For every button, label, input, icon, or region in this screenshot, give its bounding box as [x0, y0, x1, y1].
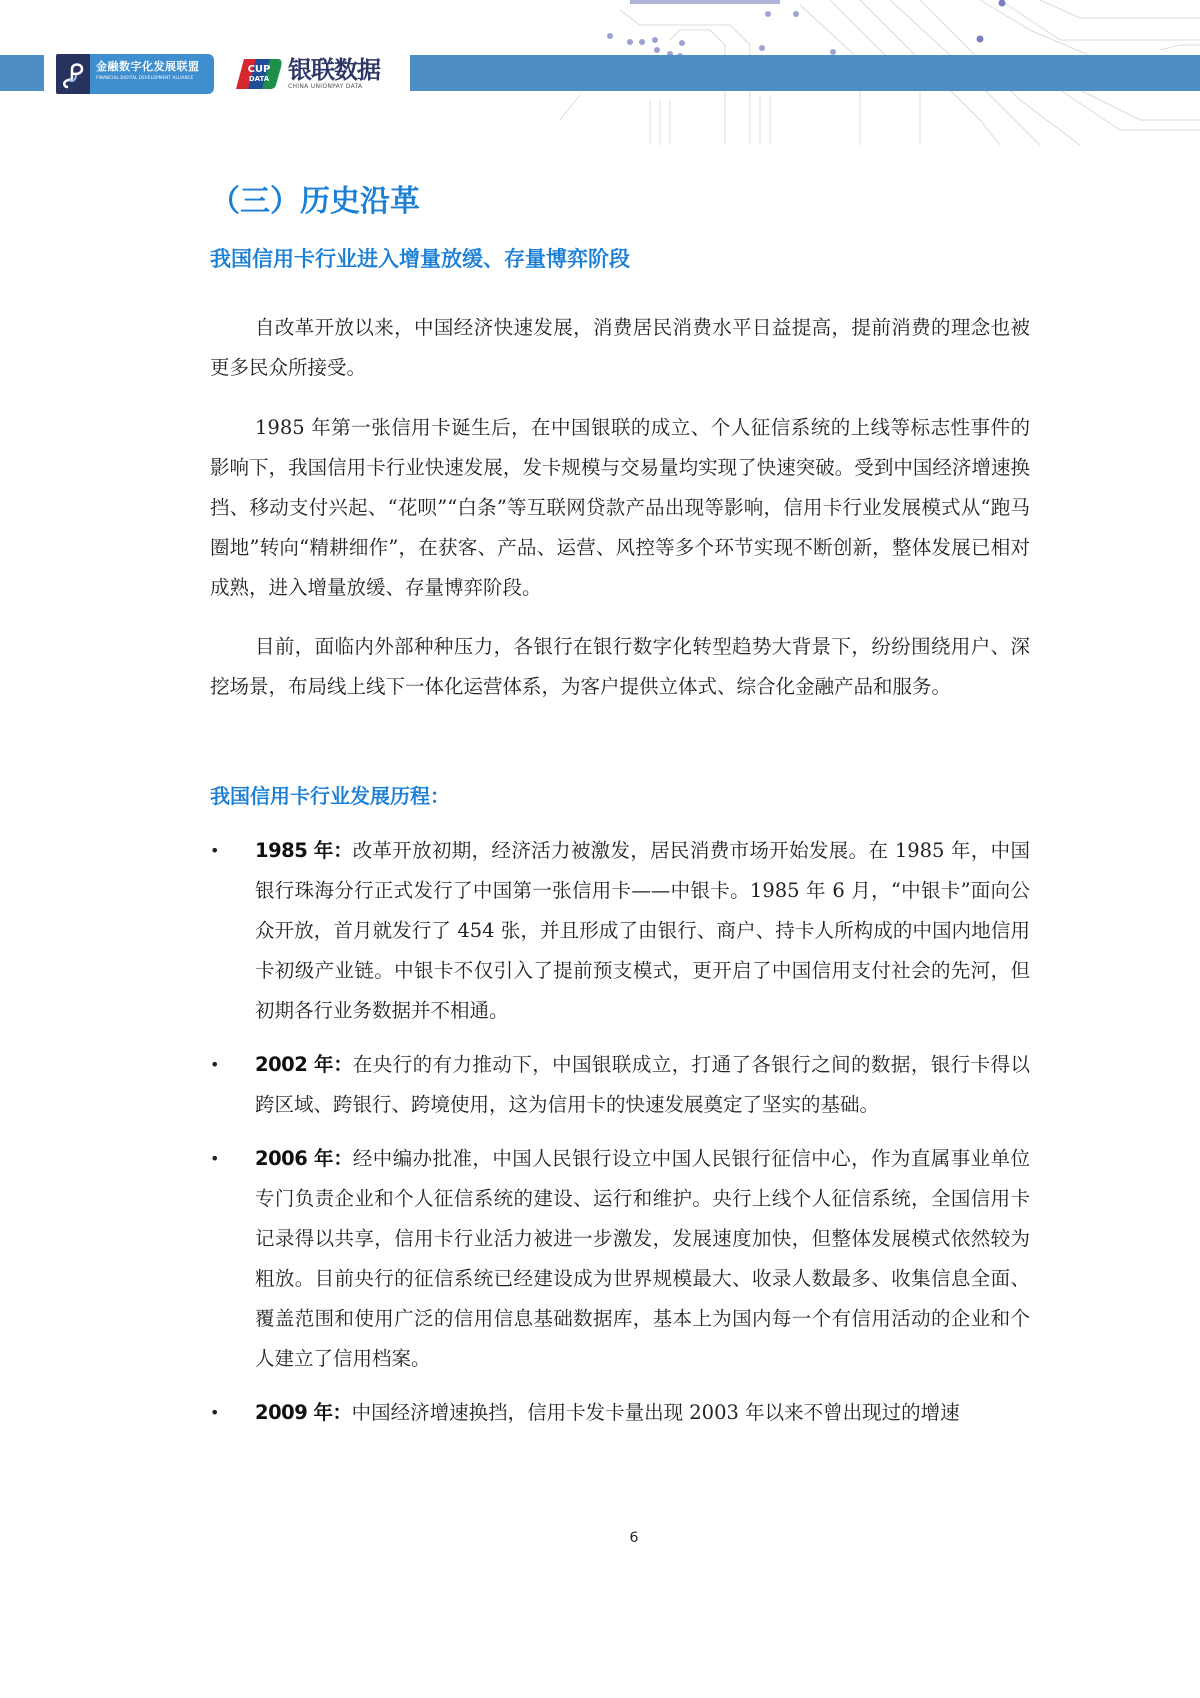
timeline-title: 我国信用卡行业发展历程： [210, 784, 450, 808]
alliance-name-en: FINANCIAL DIGITAL DEVELOPMENT ALLIANCE [96, 75, 194, 80]
bullet-icon: • [210, 841, 220, 860]
timeline-item-2002 [210, 1045, 1030, 1125]
bullet-icon: • [210, 1149, 220, 1168]
alliance-f-icon [56, 54, 90, 94]
cup-data-logo [236, 54, 406, 94]
timeline-item-2006 [210, 1139, 1030, 1379]
timeline-text: 改革开放初期，经济活力被激发，居民消费市场开始发展。在 1985 年，中国银行珠海分行正式发行了中国第一张信用卡——中银卡。1985 年 6 月，“中银卡”面向公众开放，首月就发行了 454 张，并且形成了由银行、商户、持卡人所构成的中国内地信用卡初级产业链。中银卡不仅引入了提前预支模式，更开启了中国信用支付社会的先河，但初期各行业务数据并不相通。 [255, 839, 1031, 1022]
bullet-icon: • [210, 1403, 220, 1422]
section-title: （三）历史沿革 [210, 184, 420, 219]
alliance-logo [56, 54, 214, 94]
timeline-year: 2009 年： [255, 1401, 352, 1424]
section-subtitle: 我国信用卡行业进入增量放缓、存量博弈阶段 [210, 247, 630, 271]
paragraph-history: 1985 年第一张信用卡诞生后，在中国银联的成立、个人征信系统的上线等标志性事件的影响下，我国信用卡行业快速发展，发卡规模与交易量均实现了快速突破。受到中国经济增速换挡、移动支付兴起、“花呗”“白条”等互联网贷款产品出现等影响，信用卡行业发展模式从“跑马圈地”转向“精耕细作”，在获客、产品、运营、风控等多个环节实现不断创新，整体发展已相对成熟，进入增量放缓、存量博弈阶段。 [210, 415, 1030, 599]
bullet-icon: • [210, 1055, 220, 1074]
alliance-name-cn: 金融数字化发展联盟 [96, 60, 200, 73]
page-content [210, 180, 1030, 1447]
timeline-text: 中国经济增速换挡，信用卡发卡量出现 2003 年以来不曾出现过的增速 [351, 1401, 960, 1424]
cup-badge-top: CUP [247, 64, 271, 75]
cup-name-en: CHINA UNIONPAY DATA [288, 83, 363, 90]
header-bar-right [410, 55, 1200, 91]
paragraph-current: 目前，面临内外部种种压力，各银行在银行数字化转型趋势大背景下，纷纷围绕用户、深挖场景，布局线上线下一体化运营体系，为客户提供立体式、综合化金融产品和服务。 [210, 635, 1030, 698]
timeline-item-2009 [210, 1393, 1030, 1433]
timeline-list [210, 831, 1030, 1433]
timeline-item-1985 [210, 831, 1030, 1031]
cup-name-cn: 银联数据 [288, 56, 380, 84]
timeline-text: 经中编办批准，中国人民银行设立中国人民银行征信中心，作为直属事业单位专门负责企业和个人征信系统的建设、运行和维护。央行上线个人征信系统，全国信用卡记录得以共享，信用卡行业活力被进一步激发，发展速度加快，但整体发展模式依然较为粗放。目前央行的征信系统已经建设成为世界规模最大、收录人数最多、收集信息全面、覆盖范围和使用广泛的信用信息基础数据库，基本上为国内每一个有信用活动的企业和个人建立了信用档案。 [255, 1147, 1030, 1370]
timeline-year: 2006 年： [255, 1147, 353, 1170]
cup-badge-bottom: DATA [248, 75, 270, 83]
timeline-year: 1985 年： [255, 839, 353, 862]
timeline-text: 在央行的有力推动下，中国银联成立，打通了各银行之间的数据，银行卡得以跨区域、跨银行、跨境使用，这为信用卡的快速发展奠定了坚实的基础。 [255, 1053, 1030, 1116]
page-header [0, 0, 1200, 150]
header-bar-left [0, 55, 44, 91]
timeline-year: 2002 年： [255, 1053, 353, 1076]
cup-data-badge-icon [236, 59, 282, 89]
paragraph-intro: 自改革开放以来，中国经济快速发展，消费居民消费水平日益提高，提前消费的理念也被更多民众所接受。 [210, 316, 1030, 379]
page-number: 6 [629, 1530, 639, 1546]
